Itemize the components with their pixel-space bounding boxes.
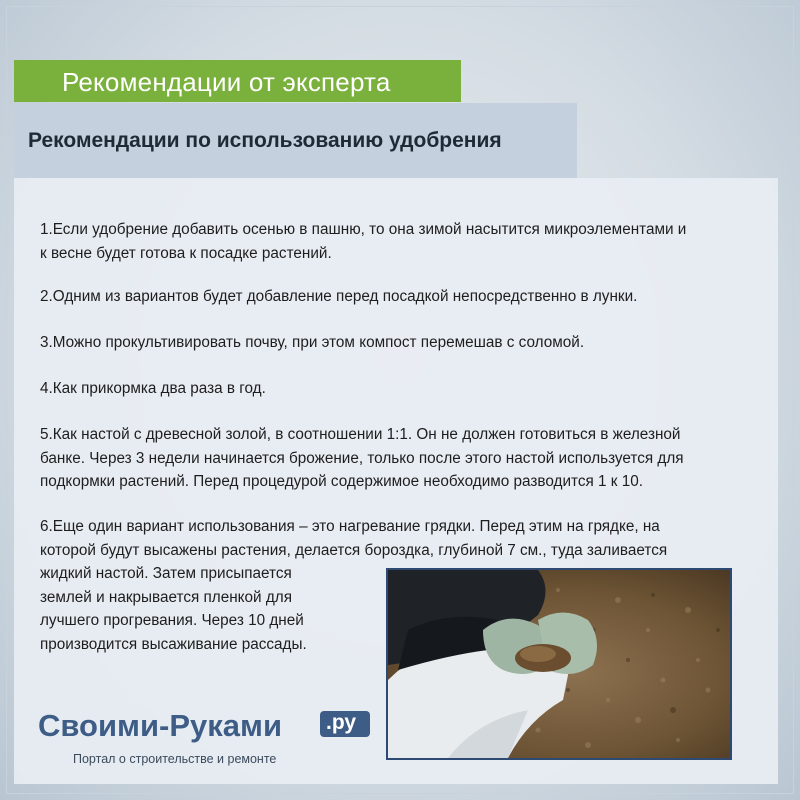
logo-main-text: Своими-Руками [38,708,283,743]
paragraph-line: которой будут высажены растения, делается бороздка, глубиной 7 см., туда заливается [40,541,668,559]
soil-photo [386,568,732,760]
logo-badge [320,711,370,737]
paragraph-line: жидкий настой. Затем присыпается [40,565,292,582]
paragraph-line: подкормки растений. Перед процедурой содержимое необходимо разводится 1 к 10. [40,473,643,490]
logo-subtitle: Портал о строительстве и ремонте [73,752,277,766]
paragraph-line: 3.Можно прокультивировать почву, при этом компост перемешав с соломой. [40,334,585,351]
expert-banner-label: Рекомендации от эксперта [62,67,391,97]
paragraph-3 [40,331,584,355]
paragraph-5 [40,423,684,494]
logo-badge-text: .ру [326,711,357,734]
expert-banner [14,60,461,102]
page-title-bar [14,103,577,178]
paragraph-line: 2.Одним из вариантов будет добавление перед посадкой непосредственно в лунки. [40,288,638,305]
paragraph-line: 1.Если удобрение добавить осенью в пашню, то она зимой насытится микроэлементами и [40,221,687,238]
paragraph-line: 4.Как прикормка два раза в год. [40,380,266,397]
paragraph-4 [40,377,266,401]
paragraph-line: к весне будет готова к посадке растений. [40,244,332,262]
paragraph-line: лучшего прогревания. Через 10 дней [40,612,304,629]
paragraph-line: 6.Еще один вариант использования – это нагревание грядки. Перед этим на грядке, на [40,518,660,535]
paragraph-line: производится высаживание рассады. [40,635,307,653]
paragraph-2 [40,285,637,309]
paragraph-line: 5.Как настой с древесной золой, в соотношении 1:1. Он не должен готовиться в железной [40,426,681,443]
paragraph-1 [40,218,686,265]
paragraph-line: банке. Через 3 недели начинается брожение, только после этого настой используется для [40,449,684,467]
page-title: Рекомендации по использованию удобрения [28,129,502,152]
paragraph-line: землей и накрывается пленкой для [40,588,292,606]
hands-holding-soil-photo-icon [388,570,730,758]
